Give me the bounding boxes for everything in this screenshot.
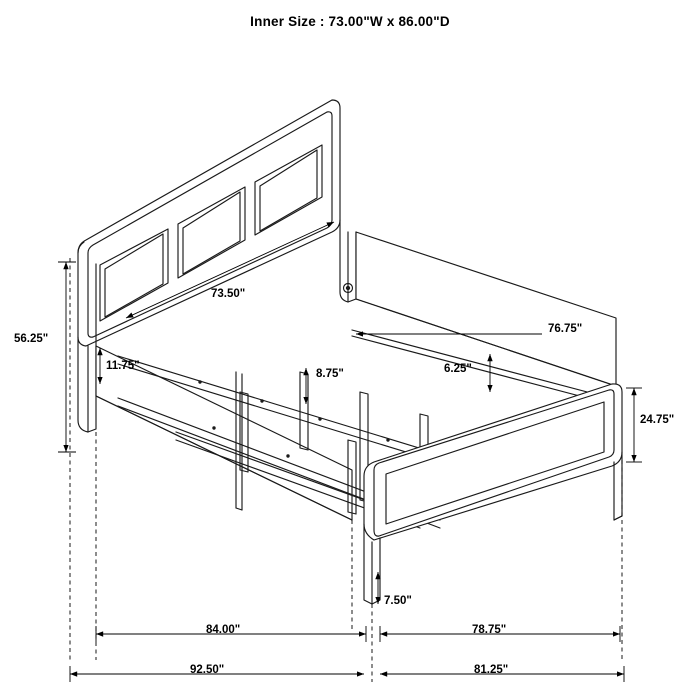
dimension-label-side-length-left: 84.00": [206, 624, 241, 636]
dimension-label-headboard-width: 73.50": [211, 288, 246, 300]
dimension-label-overall-height: 56.25": [14, 333, 49, 345]
dimension-label-rail-inner-length: 76.75": [548, 323, 583, 335]
dimension-label-rail-offset: 6.25": [444, 363, 472, 375]
dimension-label-overall-length-left: 92.50": [190, 664, 225, 676]
dimension-label-side-length-right: 78.75": [472, 624, 507, 636]
dimension-label-overall-length-right: 81.25": [474, 664, 509, 676]
dimension-label-footboard-height: 24.75": [640, 414, 675, 426]
dimension-label-footboard-clearance: 7.50": [384, 595, 412, 607]
page-title: Inner Size : 73.00"W x 86.00"D: [250, 14, 450, 29]
dimension-label-slat-height: 8.75": [316, 368, 344, 380]
dimension-label-headboard-clearance: 11.75": [106, 360, 140, 372]
